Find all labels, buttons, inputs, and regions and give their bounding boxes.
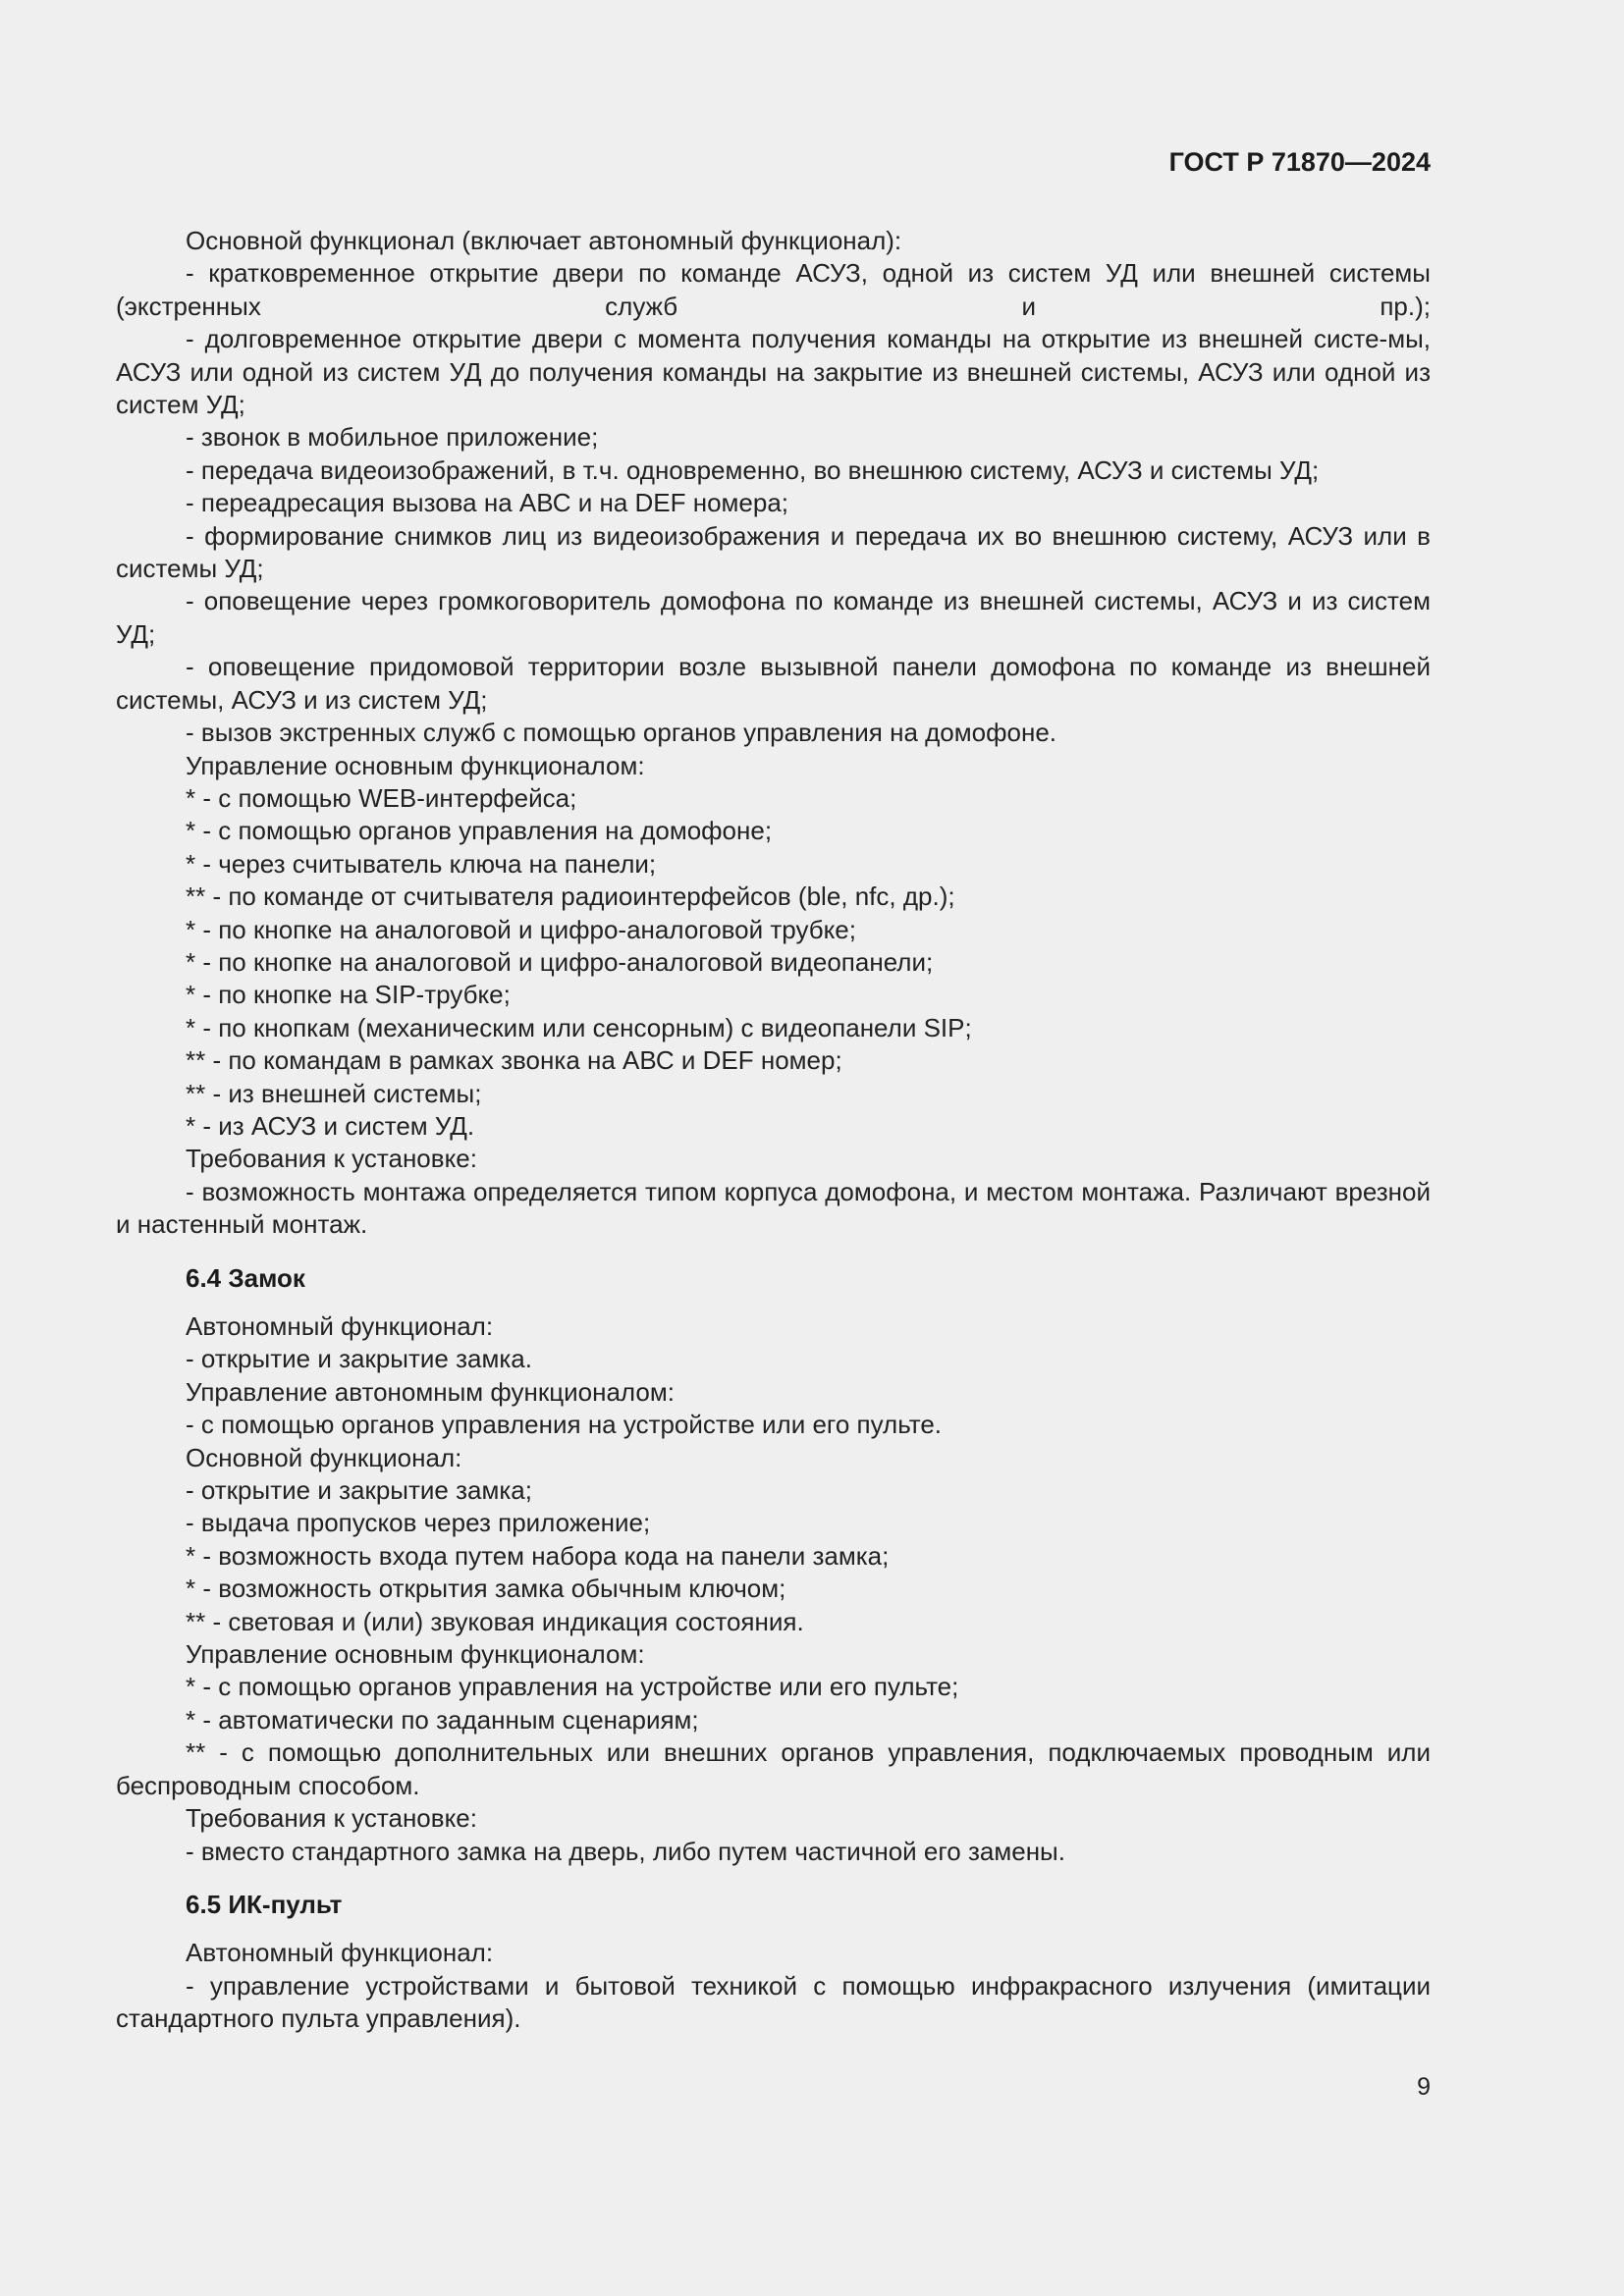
intercom-control-item: * - по кнопке на аналоговой и цифро-аналоговой видеопанели;	[186, 946, 934, 977]
intercom-control-item: * - по кнопке на аналоговой и цифро-аналоговой трубке;	[186, 914, 856, 944]
intercom-main-item: - звонок в мобильное приложение;	[186, 422, 599, 453]
lock-auto-control-item: - с помощью органов управления на устройстве или его пульте.	[186, 1410, 943, 1440]
section-heading-ir-remote: 6.5 ИК-пульт	[186, 1889, 343, 1919]
ir-remote-auto-title: Автономный функционал:	[186, 1938, 494, 1968]
intercom-main-item: - формирование снимков лиц из видеоизображения и передача их во внешнюю систему, АСУЗ или в системы УД;	[116, 520, 1431, 584]
lock-main-item: - выдача пропусков через приложение;	[186, 1508, 651, 1538]
section-heading-lock: 6.4 Замок	[186, 1262, 305, 1293]
intercom-main-item: - оповещение придомовой территории возле вызывной панели домофона по команде из внешней системы, АСУЗ и из систем УД;	[116, 652, 1431, 715]
lock-auto-item: - открытие и закрытие замка.	[186, 1344, 532, 1374]
document-body	[116, 225, 1431, 2036]
intercom-main-title: Основной функционал (включает автономный функционал):	[186, 226, 902, 255]
intercom-main-item: - переадресация вызова на АВС и на DEF номера;	[186, 488, 789, 518]
lock-main-title: Основной функционал:	[186, 1442, 462, 1472]
intercom-control-item: * - по кнопке на SIP-трубке;	[186, 980, 511, 1010]
intercom-control-item: * - из АСУЗ и систем УД.	[186, 1110, 475, 1141]
lock-main-item: * - возможность открытия замка обычным ключом;	[186, 1574, 786, 1604]
lock-control-item: * - с помощью органов управления на устройстве или его пульте;	[186, 1672, 959, 1702]
page-number: 9	[1417, 2073, 1431, 2101]
lock-install-title: Требования к установке:	[186, 1803, 477, 1834]
intercom-control-item: * - с помощью WEB-интерфейса;	[186, 782, 577, 813]
intercom-install-item: - возможность монтажа определяется типом корпуса домофона, и местом монтажа. Различают врезной и настенный монтаж.	[116, 1176, 1431, 1240]
lock-auto-title: Автономный функционал:	[186, 1311, 494, 1341]
lock-control-item: ** - с помощью дополнительных или внешних органов управления, подключаемых проводным или беспроводным способом.	[116, 1737, 1431, 1800]
lock-control-title: Управление основным функционалом:	[186, 1639, 645, 1670]
ir-remote-auto-item: - управление устройствами и бытовой техникой с помощью инфракрасного излучения (имитации стандартного пульта управления).	[116, 1970, 1431, 2034]
intercom-control-item: * - с помощью органов управления на домофоне;	[186, 816, 773, 846]
intercom-control-item: ** - по команде от считывателя радиоинтерфейсов (ble, nfc, др.);	[186, 881, 955, 912]
lock-control-item: * - автоматически по заданным сценариям;	[186, 1704, 699, 1735]
intercom-install-title: Требования к установке:	[186, 1144, 477, 1174]
document-id-header: ГОСТ Р 71870—2024	[1168, 147, 1431, 177]
intercom-control-item: ** - по командам в рамках звонка на АВС и DEF номер;	[186, 1045, 842, 1076]
intercom-main-item: - вызов экстренных служб с помощью органов управления на домофоне.	[186, 718, 1056, 748]
lock-main-item: - открытие и закрытие замка;	[186, 1475, 532, 1506]
intercom-main-item: - долговременное открытие двери с момента получения команды на открытие из внешней систе-мы, АСУЗ или одной из систем УД до получения команды на закрытие из внешней системы, АСУЗ или одной из систем УД;	[116, 324, 1431, 420]
lock-main-item: * - возможность входа путем набора кода на панели замка;	[186, 1540, 890, 1571]
intercom-control-item: * - через считыватель ключа на панели;	[186, 848, 657, 879]
intercom-control-item: * - по кнопкам (механическим или сенсорным) с видеопанели SIP;	[186, 1012, 972, 1042]
intercom-main-item: - кратковременное открытие двери по команде АСУЗ, одной из систем УД или внешней системы (экстренных служб и пр.);	[116, 258, 1431, 321]
intercom-control-item: ** - из внешней системы;	[186, 1078, 482, 1108]
intercom-main-item: - передача видеоизображений, в т.ч. одновременно, во внешнюю систему, АСУЗ и системы УД;	[186, 454, 1320, 485]
intercom-control-title: Управление основным функционалом:	[186, 750, 645, 780]
lock-auto-control-title: Управление автономным функционалом:	[186, 1376, 675, 1407]
lock-install-item: - вместо стандартного замка на дверь, либо путем частичной его замены.	[186, 1836, 1065, 1866]
lock-main-item: ** - световая и (или) звуковая индикация состояния.	[186, 1606, 804, 1636]
intercom-main-item: - оповещение через громкоговоритель домофона по команде из внешней системы, АСУЗ и из систем УД;	[116, 586, 1431, 649]
